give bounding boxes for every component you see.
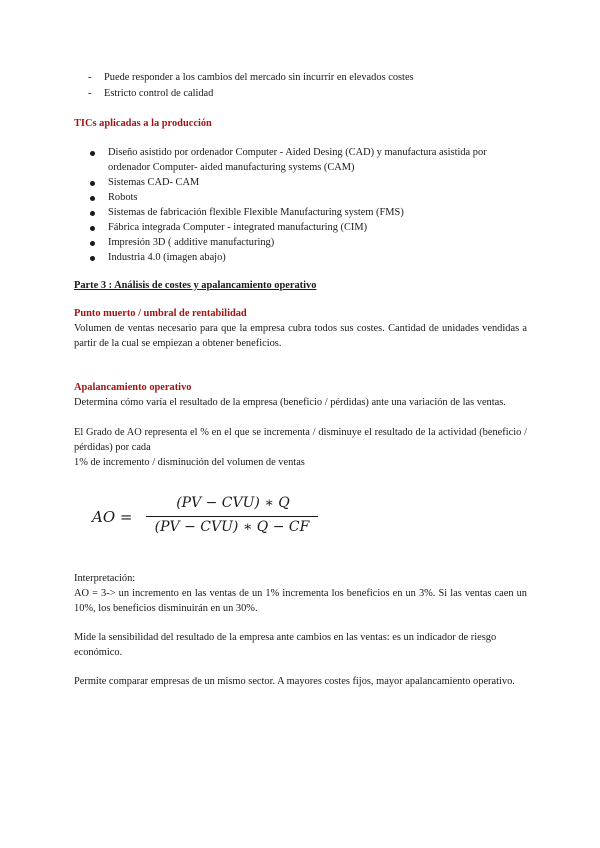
list-item: Industria 4.0 (imagen abajo) (88, 250, 528, 265)
formula-denominator: (PV − CVU) ∗ Q − CF (154, 519, 310, 535)
interpretacion-label: Interpretación: (74, 573, 136, 584)
bullet-icon (90, 196, 95, 201)
punto-muerto-body: Volumen de ventas necesario para que la empresa cubra todos sus costes. Cantidad de unidades vendidas a partir de la cual se empiezan a obtener beneficios. (74, 323, 527, 349)
dash-item (88, 86, 528, 102)
bullet-icon (90, 181, 95, 186)
part3-heading: Parte 3 : Análisis de costes y apalancamiento operativo (74, 280, 317, 291)
bullet-icon (90, 256, 95, 261)
list-item: Impresión 3D ( additive manufacturing) (88, 235, 528, 250)
bullet-icon (90, 211, 95, 216)
tics-heading: TICs aplicadas a la producción (74, 118, 212, 129)
comparar-text: Permite comparar empresas de un mismo sector. A mayores costes fijos, mayor apalancamiento operativo. (74, 676, 515, 687)
punto-muerto-heading: Punto muerto / umbral de rentabilidad (74, 308, 247, 319)
formula-lhs: AO = (92, 508, 133, 526)
bullet-icon (90, 151, 95, 156)
apalancamiento-p1: Determina cómo varía el resultado de la empresa (beneficio / pérdidas) ante una variación de las ventas. (74, 397, 506, 408)
apalancamiento-p3: 1% de incremento / disminución del volumen de ventas (74, 457, 305, 468)
interpretacion-text: AO = 3-> un incremento en las ventas de un 1% incrementa los beneficios en un 3%. Si las ventas caen un 10%, los beneficios disminuirán en un 30%. (74, 588, 527, 614)
tics-list (88, 145, 528, 265)
list-item: Robots (88, 190, 528, 205)
ao-formula (92, 492, 322, 548)
dash-marker: - (88, 72, 92, 83)
dash-text: Puede responder a los cambios del mercado sin incurrir en elevados costes (104, 72, 414, 83)
bullet-icon (90, 226, 95, 231)
apalancamiento-heading: Apalancamiento operativo (74, 382, 192, 393)
apalancamiento-p2: El Grado de AO representa el % en el que se incrementa / disminuye el resultado de la actividad (beneficio / pérdidas) por cada (74, 427, 527, 453)
fraction-bar (146, 516, 318, 517)
list-item: Sistemas de fabricación flexible Flexible Manufacturing system (FMS) (88, 205, 528, 220)
formula-numerator: (PV − CVU) ∗ Q (176, 495, 290, 511)
dash-text: Estricto control de calidad (104, 88, 214, 99)
list-item: Sistemas CAD- CAM (88, 175, 528, 190)
bullet-icon (90, 241, 95, 246)
list-item: Diseño asistido por ordenador Computer - Aided Desing (CAD) y manufactura asistida por ordenador Computer- aided manufacturing systems (CAM) (88, 145, 528, 175)
list-item: Fábrica integrada Computer - integrated manufacturing (CIM) (88, 220, 528, 235)
dash-marker: - (88, 88, 92, 99)
dash-item (88, 70, 528, 86)
sensibilidad-text: Mide la sensibilidad del resultado de la empresa ante cambios en las ventas: es un indicador de riesgo económico. (74, 632, 497, 658)
dash-list (88, 70, 528, 102)
